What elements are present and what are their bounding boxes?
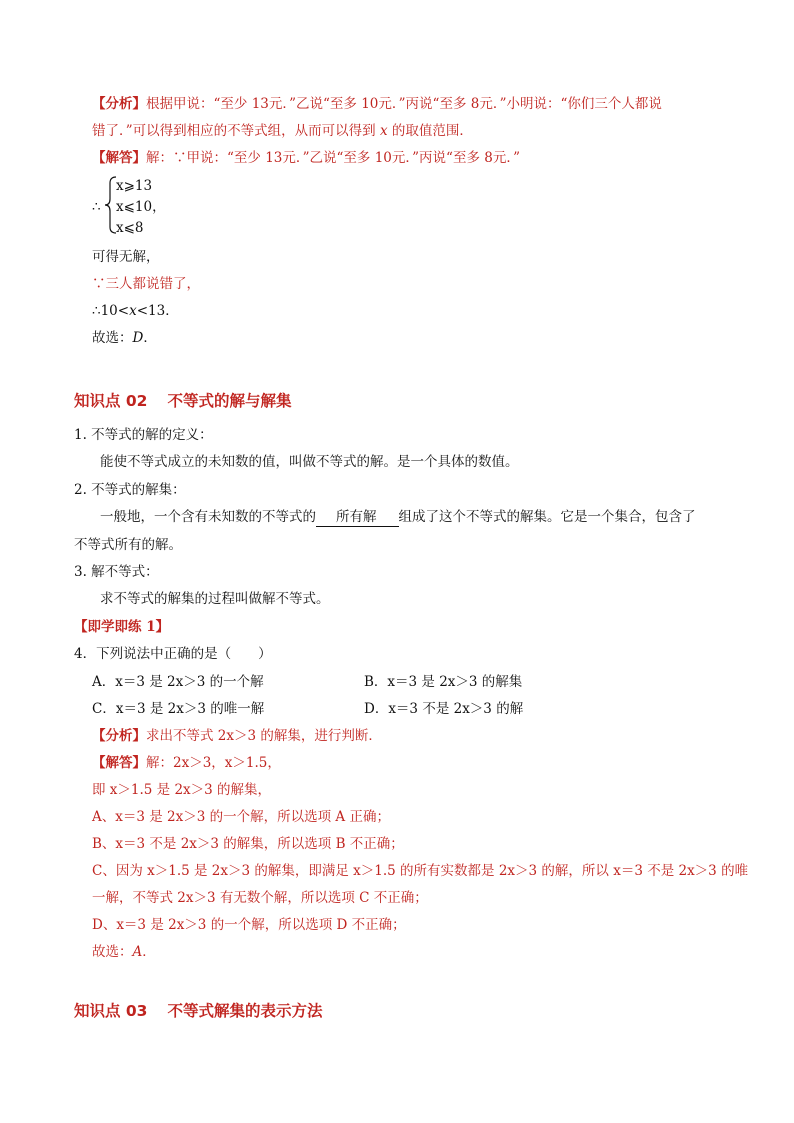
explain-d: D、x＝3 是 2x＞3 的一个解，所以选项 D 不正确；	[92, 917, 406, 933]
choose-end-1: ．	[143, 330, 157, 346]
range-text-b: <13．	[136, 303, 179, 319]
analysis-line-2	[92, 122, 473, 140]
section-heading-03	[74, 999, 322, 1021]
therefore-symbol: ∴	[92, 199, 101, 215]
practice-analysis-tag: 【分析】	[92, 728, 146, 744]
practice-solution-text: 解：2x＞3，x＞1.5，	[146, 755, 281, 771]
system-line-1: x⩾13	[116, 178, 153, 194]
explain-b: B、x＝3 不是 2x＞3 的解集，所以选项 B 不正确；	[92, 836, 404, 852]
option-c: C．x＝3 是 2x＞3 的唯一解	[92, 701, 265, 717]
choose-answer-2: A	[132, 944, 143, 960]
practice-analysis-text: 求出不等式 2x＞3 的解集，进行判断．	[146, 728, 382, 744]
def-item-2-text-a: 一般地，一个含有未知数的不等式的	[100, 509, 316, 525]
choose-text-1: 故选：	[92, 330, 133, 346]
def-item-2-text-b: 组成了这个不等式的解集。它是一个集合，包含了	[398, 509, 696, 525]
def-item-2-body	[100, 508, 696, 527]
analysis-text-2b: 的取值范围．	[387, 123, 473, 139]
explain-c-1: C、因为 x＞1.5 是 2x＞3 的解集，即满足 x＞1.5 的所有实数都是 2x＞3 的解，所以 x＝3 不是 2x＞3 的唯	[92, 863, 749, 879]
solution-text-1: 解：∵甲说：“至少 13元．”乙说“至多 10元．”丙说“至多 8元．”	[146, 150, 520, 166]
choose-line-1	[92, 329, 157, 347]
choose-answer-1: D	[132, 330, 144, 346]
range-text-a: ∴10<	[92, 303, 130, 319]
solution-line-1	[92, 149, 520, 167]
system-line-2: x⩽10，	[116, 199, 166, 215]
practice-analysis	[92, 727, 382, 745]
analysis-text-1: 根据甲说：“至少 13元．”乙说“至多 10元．”丙说“至多 8元．”小明说：“你们三个人都说	[146, 96, 662, 112]
practice-solution	[92, 754, 281, 772]
analysis-text-2a: 错了．”可以得到相应的不等式组，从而可以得到	[92, 123, 380, 139]
def-item-1-body: 能使不等式成立的未知数的值，叫做不等式的解。是一个具体的数值。	[100, 454, 519, 470]
def-item-2-body-cont: 不等式所有的解。	[74, 537, 182, 553]
analysis-line-1	[92, 95, 662, 113]
all-wrong-line: ∵三人都说错了，	[92, 276, 200, 292]
option-a: A．x＝3 是 2x＞3 的一个解	[92, 674, 264, 690]
def-item-1-title: 1. 不等式的解的定义：	[74, 427, 213, 443]
option-b: B．x＝3 是 2x＞3 的解集	[364, 674, 523, 690]
fill-blank-answer: 所有解	[316, 508, 399, 527]
option-d: D．x＝3 不是 2x＞3 的解	[364, 701, 524, 717]
practice-solution-tag: 【解答】	[92, 755, 146, 771]
range-line	[92, 302, 179, 320]
practice-tag: 【即学即练 1】	[74, 619, 170, 635]
choose-end-2: ．	[142, 944, 156, 960]
system-line-3: x⩽8	[116, 220, 144, 236]
section-number-02: 知识点 02	[74, 392, 148, 410]
def-item-3-body: 求不等式的解集的过程叫做解不等式。	[100, 591, 330, 607]
section-number-03: 知识点 03	[74, 1002, 148, 1020]
section-title-02: 不等式的解与解集	[167, 392, 292, 410]
range-var-x: x	[129, 303, 137, 319]
explain-a: A、x＝3 是 2x＞3 的一个解，所以选项 A 正确；	[92, 809, 390, 825]
def-item-2-title: 2. 不等式的解集：	[74, 482, 186, 498]
question-4: 4．下列说法中正确的是（ ）	[74, 646, 272, 662]
def-item-3-title: 3. 解不等式：	[74, 564, 159, 580]
analysis-var-x: x	[379, 123, 388, 139]
solution-set-line: 即 x＞1.5 是 2x＞3 的解集，	[92, 782, 272, 798]
no-solution-line: 可得无解，	[92, 249, 160, 265]
analysis-tag: 【分析】	[92, 96, 146, 112]
explain-c-2: 一解，不等式 2x＞3 有无数个解，所以选项 C 不正确；	[92, 890, 428, 906]
section-heading-02	[74, 389, 291, 411]
solution-tag: 【解答】	[92, 150, 146, 166]
choose-text-2: 故选：	[92, 944, 133, 960]
choose-line-2	[92, 943, 156, 961]
section-title-03: 不等式解集的表示方法	[167, 1002, 323, 1020]
